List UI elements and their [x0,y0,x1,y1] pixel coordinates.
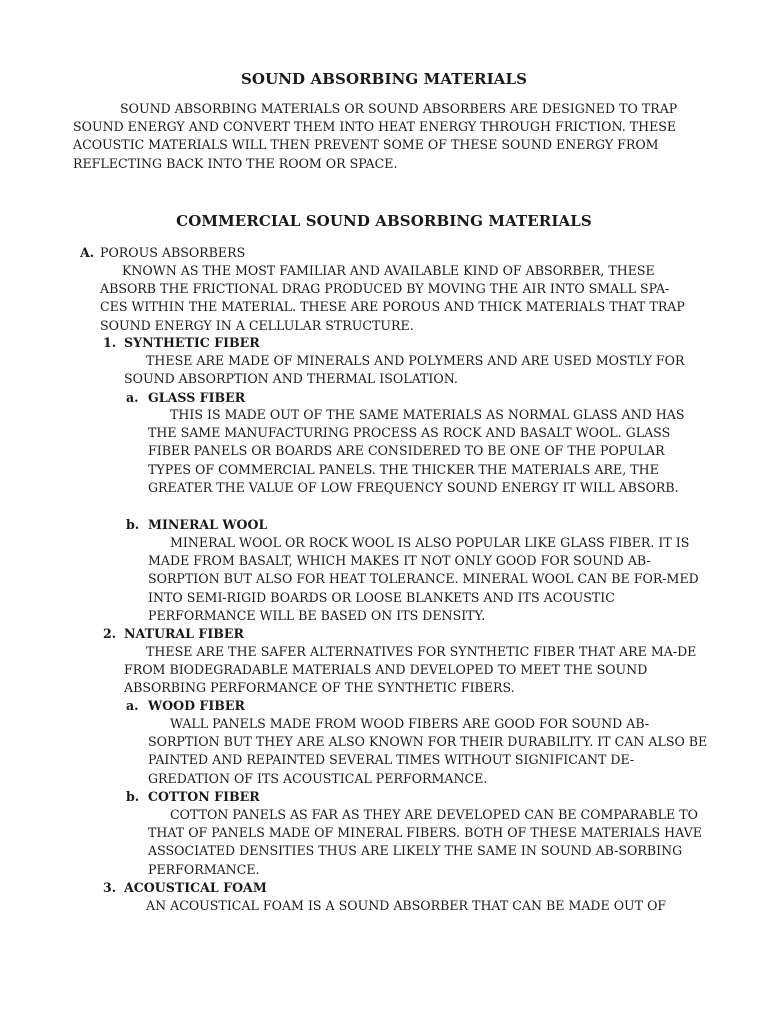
natural-fiber-text: THESE ARE THE SAFER ALTERNATIVES FOR SYNTHETIC FIBER THAT ARE MA-DE FROM BIODEGRADABLE MATERIALS AND DEVELOPED TO MEET THE SOUND ABSORBING PERFORMANCE OF THE SYNTHETIC FIBERS. [124,644,697,696]
list-marker: 1. [103,335,117,350]
list-marker: A. [80,245,95,260]
heading-label: GLASS FIBER [148,390,246,405]
mineral-wool-text: MINERAL WOOL OR ROCK WOOL IS ALSO POPULAR LIKE GLASS FIBER. IT IS MADE FROM BASALT, WHICH MAKES IT NOT ONLY GOOD FOR SOUND AB-SORPTION BUT ALSO FOR HEAT TOLERANCE. MINERAL WOOL CAN BE FOR-MED INTO SEMI-RIGID BOARDS OR LOOSE BLANKETS AND ITS ACOUSTIC PERFORMANCE WILL BE BASED ON ITS DENSITY. [148,535,699,623]
heading-glass-fiber [126,389,245,407]
heading-label: COTTON FIBER [148,789,260,804]
heading-label: WOOD FIBER [148,698,245,713]
list-marker: a. [126,390,139,405]
cotton-fiber-text: COTTON PANELS AS FAR AS THEY ARE DEVELOPED CAN BE COMPARABLE TO THAT OF PANELS MADE OF MINERAL FIBERS. BOTH OF THESE MATERIALS HAVE ASSOCIATED DENSITIES THUS ARE LIKELY THE SAME IN SOUND AB-SORBING PERFORMANCE. [148,807,702,877]
heading-acoustical-foam [103,879,267,897]
porous-absorbers-text: KNOWN AS THE MOST FAMILIAR AND AVAILABLE KIND OF ABSORBER, THESE ABSORB THE FRICTIONAL DRAG PRODUCED BY MOVING THE AIR INTO SMALL SPA-CES WITHIN THE MATERIAL. THESE ARE POROUS AND THICK MATERIALS THAT TRAP SOUND ENERGY IN A CELLULAR STRUCTURE. [100,263,685,333]
list-marker: b. [126,517,140,532]
heading-synthetic-fiber [103,334,260,352]
heading-mineral-wool [126,516,267,534]
list-marker: b. [126,789,140,804]
heading-wood-fiber [126,697,245,715]
glass-fiber-text: THIS IS MADE OUT OF THE SAME MATERIALS AS NORMAL GLASS AND HAS THE SAME MANUFACTURING PROCESS AS ROCK AND BASALT WOOL. GLASS FIBER PANELS OR BOARDS ARE CONSIDERED TO BE ONE OF THE POPULAR TYPES OF COMMERCIAL PANELS. THE THICKER THE MATERIALS ARE, THE GREATER THE VALUE OF LOW FREQUENCY SOUND ENERGY IT WILL ABSORB. [148,407,685,495]
list-marker: 3. [103,880,117,895]
list-marker: a. [126,698,139,713]
section-title: COMMERCIAL SOUND ABSORBING MATERIALS [176,212,592,230]
heading-porous-absorbers [80,244,245,262]
heading-label: ACOUSTICAL FOAM [124,880,267,895]
document-title: SOUND ABSORBING MATERIALS [240,70,528,88]
synthetic-fiber-text: THESE ARE MADE OF MINERALS AND POLYMERS AND ARE USED MOSTLY FOR SOUND ABSORPTION AND THERMAL ISOLATION. [124,353,685,387]
intro-paragraph: SOUND ABSORBING MATERIALS OR SOUND ABSORBERS ARE DESIGNED TO TRAP SOUND ENERGY AND CONVERT THEM INTO HEAT ENERGY THROUGH FRICTION. THESE ACOUSTIC MATERIALS WILL THEN PREVENT SOME OF THESE SOUND ENERGY FROM REFLECTING BACK INTO THE ROOM OR SPACE. [73,101,678,171]
heading-label: POROUS ABSORBERS [100,245,246,260]
heading-natural-fiber [103,625,244,643]
list-marker: 2. [103,626,117,641]
wood-fiber-text: WALL PANELS MADE FROM WOOD FIBERS ARE GOOD FOR SOUND AB-SORPTION BUT THEY ARE ALSO KNOWN FOR THEIR DURABILITY. IT CAN ALSO BE PAINTED AND REPAINTED SEVERAL TIMES WITHOUT SIGNIFICANT DE-GREDATION OF ITS ACOUSTICAL PERFORMANCE. [148,716,708,786]
heading-cotton-fiber [126,788,260,806]
heading-label: NATURAL FIBER [124,626,244,641]
heading-label: SYNTHETIC FIBER [124,335,260,350]
heading-label: MINERAL WOOL [148,517,268,532]
acoustical-foam-text: AN ACOUSTICAL FOAM IS A SOUND ABSORBER THAT CAN BE MADE OUT OF [146,898,667,913]
